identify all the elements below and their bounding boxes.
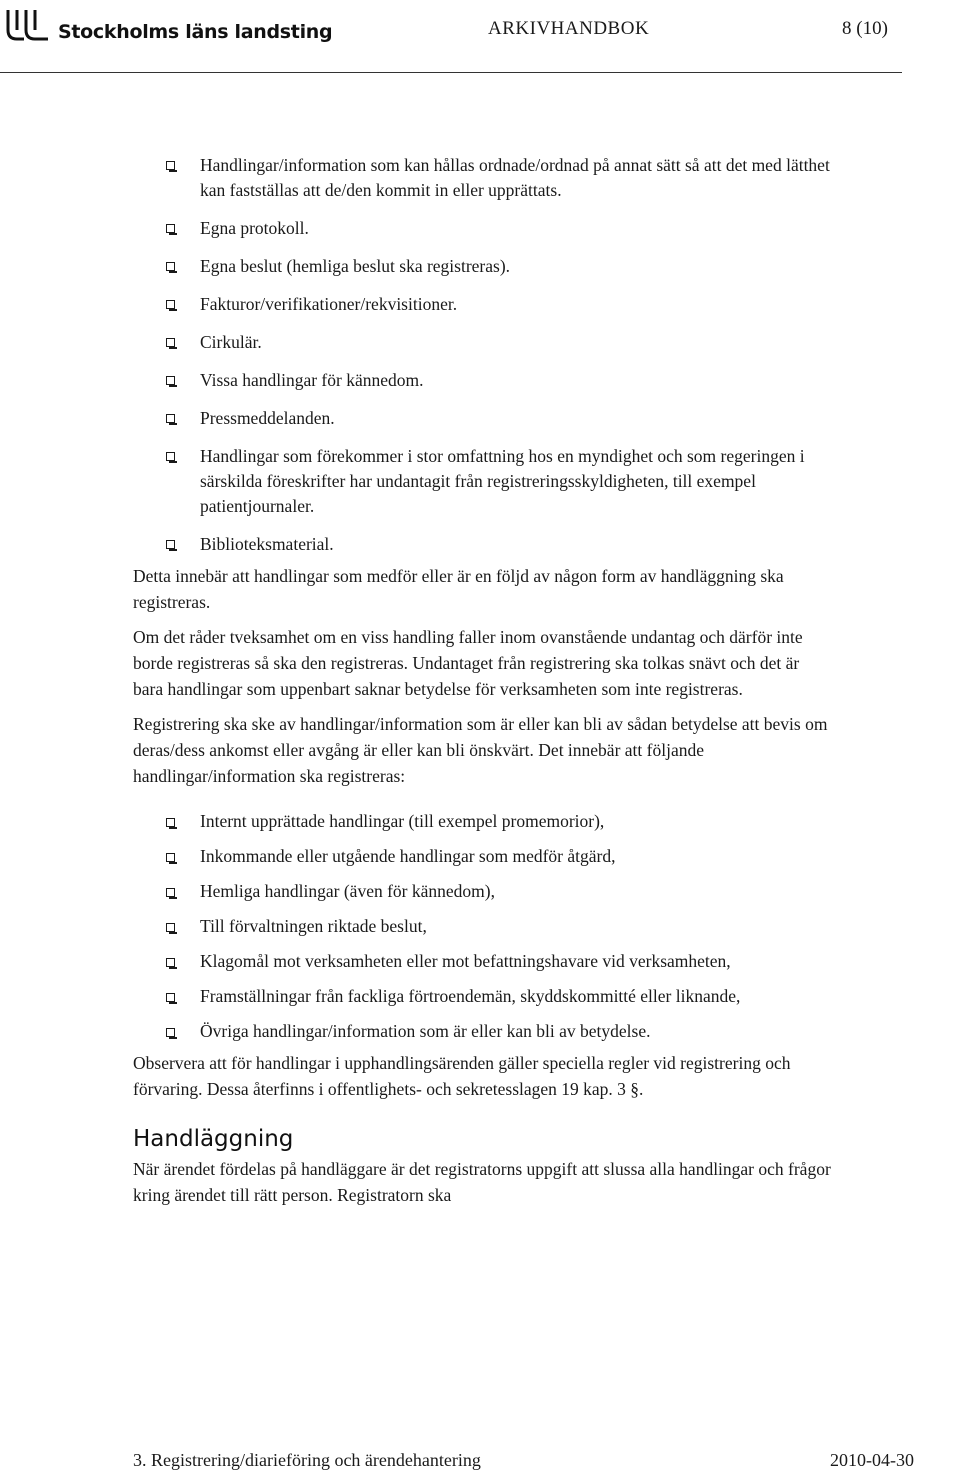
list-item xyxy=(133,330,833,355)
list-item-text: Vissa handlingar för kännedom. xyxy=(200,370,424,390)
paragraph: När ärendet fördelas på handläggare är det registratorns uppgift att slussa alla handlingar och frågor kring ärendet till rätt person. Registratorn ska xyxy=(133,1159,831,1205)
checkbox-bullet-icon xyxy=(166,923,175,932)
list-item-text: Övriga handlingar/information som är eller kan bli av betydelse. xyxy=(200,1021,651,1041)
logo xyxy=(4,8,332,44)
footer-date: 2010-04-30 xyxy=(830,1450,914,1470)
list-item-text: Handlingar/information som kan hållas ordnade/ordnad på annat sätt så att det med lätthet kan fastställas att de/den kommit in eller upprättats. xyxy=(200,155,830,200)
list-item-text: Internt upprättade handlingar (till exempel promemorior), xyxy=(200,811,605,831)
list-item-text: Till förvaltningen riktade beslut, xyxy=(200,916,427,936)
paragraph: Om det råder tveksamhet om en viss handling faller inom ovanstående undantag och därför inte borde registreras så ska den registreras. Undantaget från registrering ska tolkas snävt och det är bara handlingar som uppenbart saknar betydelse för verksamheten som inte registreras. xyxy=(133,627,803,699)
list-item xyxy=(133,984,833,1009)
list-item-text: Klagomål mot verksamheten eller mot befattningshavare vid verksamheten, xyxy=(200,951,731,971)
list-item xyxy=(133,809,833,834)
registration-list xyxy=(133,809,833,1044)
list-item-text: Fakturor/verifikationer/rekvisitioner. xyxy=(200,294,458,314)
list-item xyxy=(133,879,833,904)
list-item-text: Biblioteksmaterial. xyxy=(200,534,334,554)
list-item xyxy=(133,532,833,557)
exception-list xyxy=(133,153,833,557)
page-number: 8 (10) xyxy=(842,18,888,39)
list-item xyxy=(133,444,833,519)
list-item-text: Egna beslut (hemliga beslut ska registreras). xyxy=(200,256,511,276)
paragraph: Registrering ska ske av handlingar/information som är eller kan bli av sådan betydelse att bevis om deras/dess ankomst eller avgång är eller kan bli önskvärt. Det innebär att följande handlingar/information ska registreras: xyxy=(133,714,828,786)
checkbox-bullet-icon xyxy=(166,414,175,423)
paragraph: Detta innebär att handlingar som medför eller är en följd av någon form av handläggning ska registreras. xyxy=(133,566,784,612)
list-item-text: Framställningar från fackliga förtroendemän, skyddskommitté eller liknande, xyxy=(200,986,741,1006)
page-header xyxy=(0,0,960,80)
checkbox-bullet-icon xyxy=(166,993,175,1002)
list-item xyxy=(133,406,833,431)
list-item-text: Cirkulär. xyxy=(200,332,262,352)
document-type: ARKIVHANDBOK xyxy=(488,18,650,39)
checkbox-bullet-icon xyxy=(166,338,175,347)
section-heading: Handläggning xyxy=(133,1126,294,1152)
checkbox-bullet-icon xyxy=(166,161,175,170)
checkbox-bullet-icon xyxy=(166,958,175,967)
list-item xyxy=(133,216,833,241)
checkbox-bullet-icon xyxy=(166,1028,175,1037)
list-item-text: Egna protokoll. xyxy=(200,218,309,238)
checkbox-bullet-icon xyxy=(166,452,175,461)
list-item xyxy=(133,153,833,203)
sll-logo-icon xyxy=(4,8,50,44)
list-item xyxy=(133,254,833,279)
document-body xyxy=(133,153,833,1208)
checkbox-bullet-icon xyxy=(166,853,175,862)
checkbox-bullet-icon xyxy=(166,376,175,385)
list-item-text: Hemliga handlingar (även för kännedom), xyxy=(200,881,495,901)
list-item xyxy=(133,1019,833,1044)
checkbox-bullet-icon xyxy=(166,818,175,827)
list-item-text: Pressmeddelanden. xyxy=(200,408,335,428)
checkbox-bullet-icon xyxy=(166,300,175,309)
list-item-text: Inkommande eller utgående handlingar som medför åtgärd, xyxy=(200,846,616,866)
organization-name: Stockholms läns landsting xyxy=(58,21,333,43)
header-divider xyxy=(0,72,902,73)
list-item xyxy=(133,292,833,317)
list-item xyxy=(133,844,833,869)
list-item xyxy=(133,949,833,974)
list-item-text: Handlingar som förekommer i stor omfattning hos en myndighet och som regeringen i särskilda föreskrifter har undantagit från registreringsskyldigheten, till exempel patientjournaler. xyxy=(200,446,805,516)
paragraph: Observera att för handlingar i upphandlingsärenden gäller speciella regler vid registrering och förvaring. Dessa återfinns i offentlighets- och sekretesslagen 19 kap. 3 §. xyxy=(133,1053,791,1099)
list-item xyxy=(133,368,833,393)
checkbox-bullet-icon xyxy=(166,540,175,549)
footer-section-title: 3. Registrering/diarieföring och ärendehantering xyxy=(133,1450,481,1470)
checkbox-bullet-icon xyxy=(166,888,175,897)
checkbox-bullet-icon xyxy=(166,262,175,271)
list-item xyxy=(133,914,833,939)
checkbox-bullet-icon xyxy=(166,224,175,233)
